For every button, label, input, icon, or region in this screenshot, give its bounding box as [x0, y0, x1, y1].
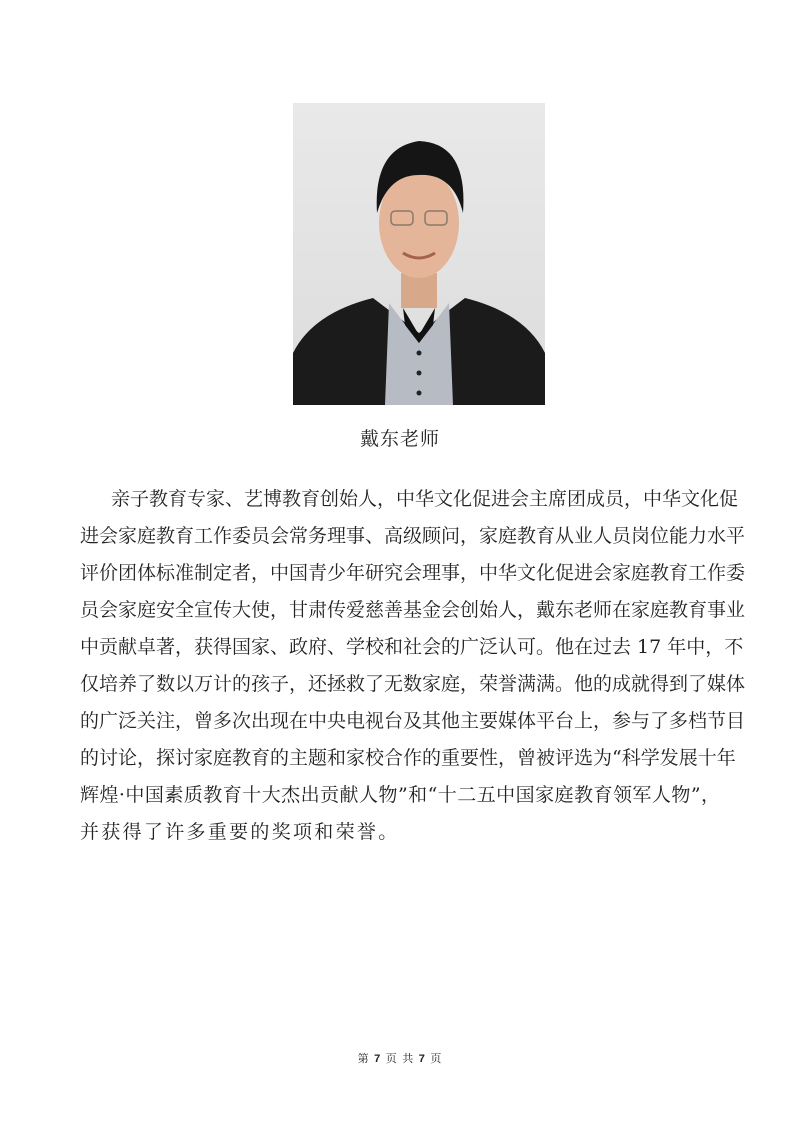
footer-middle: 页 共 — [381, 1052, 419, 1065]
total-page-number: 7 — [418, 1053, 426, 1065]
paragraph-line: 的广泛关注，曾多次出现在中央电视台及其他主要媒体平台上，参与了多档节目 — [80, 710, 746, 732]
page-footer — [0, 1050, 800, 1066]
biography-paragraph — [80, 486, 746, 856]
paragraph-line: 辉煌·中国素质教育十大杰出贡献人物”和“十二五中国家庭教育领军人物”， — [80, 784, 720, 806]
paragraph-line: 并获得了许多重要的奖项和荣誉。 — [80, 821, 400, 843]
footer-prefix: 第 — [357, 1052, 375, 1065]
paragraph-line: 亲子教育专家、艺博教育创始人，中华文化促进会主席团成员，中华文化促 — [111, 488, 739, 510]
paragraph-line: 进会家庭教育工作委员会常务理事、高级顾问，家庭教育从业人员岗位能力水平 — [80, 525, 746, 547]
paragraph-line: 评价团体标准制定者，中国青少年研究会理事，中华文化促进会家庭教育工作委 — [80, 562, 746, 584]
photo-caption: 戴东老师 — [359, 428, 440, 450]
paragraph-line: 仅培养了数以万计的孩子，还拯救了无数家庭，荣誉满满。他的成就得到了媒体 — [80, 673, 746, 695]
paragraph-line: 员会家庭安全宣传大使，甘肃传爱慈善基金会创始人，戴东老师在家庭教育事业 — [80, 599, 746, 621]
portrait-image — [293, 103, 545, 405]
footer-suffix: 页 — [425, 1052, 443, 1065]
paragraph-line: 中贡献卓著，获得国家、政府、学校和社会的广泛认可。他在过去 17 年中，不 — [80, 636, 744, 658]
current-page-number: 7 — [374, 1053, 382, 1065]
portrait-photo — [293, 103, 545, 405]
paragraph-line: 的讨论，探讨家庭教育的主题和家校合作的重要性，曾被评选为“科学发展十年 — [80, 747, 736, 769]
